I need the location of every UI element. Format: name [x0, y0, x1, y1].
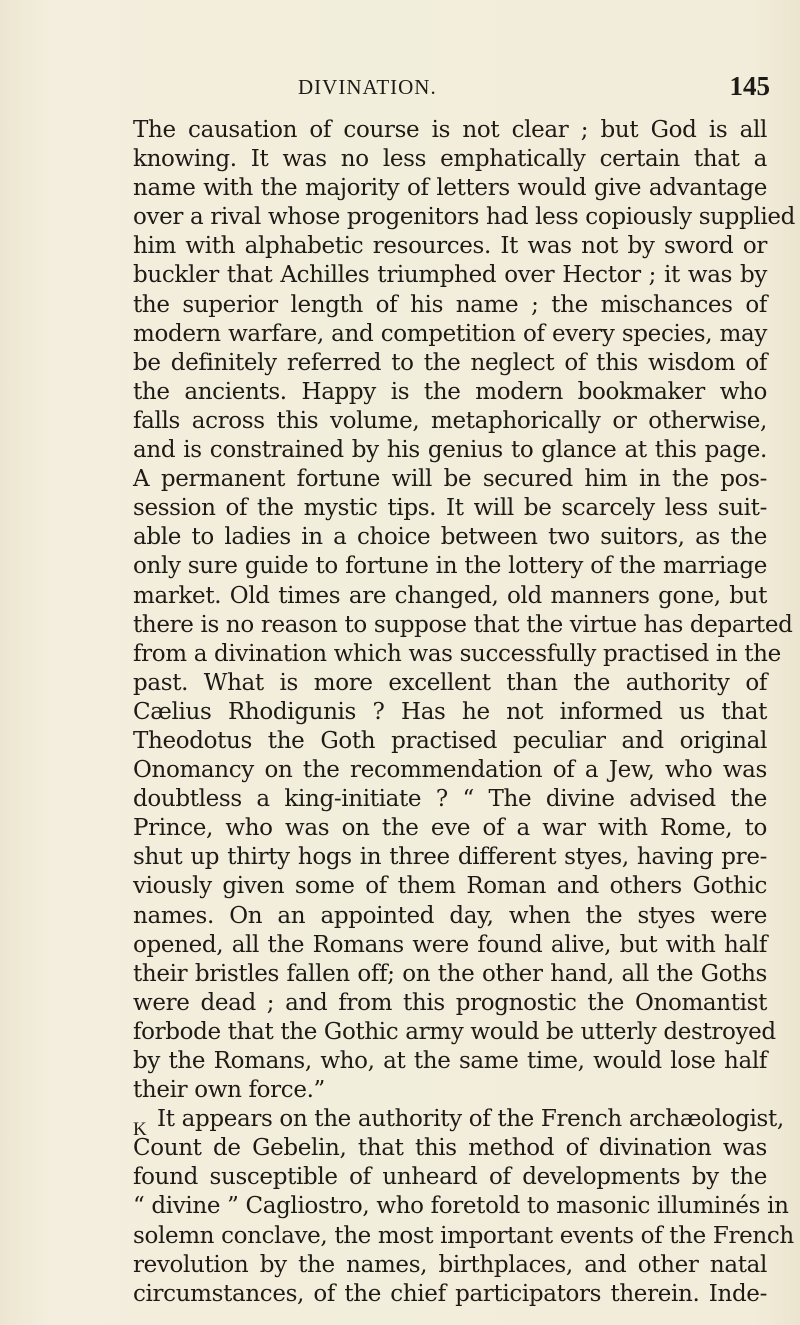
text-line: Count de Gebelin, that this method of divination was: [133, 1135, 767, 1162]
text-line: him with alphabetic resources. It was not by sword or: [133, 233, 767, 260]
text-line: and is constrained by his genius to glance at this page.: [133, 437, 767, 464]
text-line: shut up thirty hogs in three different styes, having pre-: [133, 844, 767, 871]
text-line: Onomancy on the recommendation of a Jew, who was: [133, 757, 767, 784]
text-line: A permanent fortune will be secured him in the pos-: [133, 466, 767, 493]
text-line: buckler that Achilles triumphed over Hector ; it was by: [133, 262, 767, 289]
running-title: DIVINATION.: [298, 75, 437, 99]
text-line: were dead ; and from this prognostic the Onomantist: [133, 989, 767, 1016]
running-head: [140, 71, 770, 101]
text-line: Theodotus the Goth practised peculiar and original: [133, 727, 767, 754]
text-line: found susceptible of unheard of developments by the: [133, 1164, 767, 1191]
text-line: modern warfare, and competition of every species, may: [133, 320, 767, 347]
text-line: The causation of course is not clear ; but God is all: [133, 117, 767, 143]
text-line: able to ladies in a choice between two suitors, as the: [133, 524, 767, 551]
text-line: doubtless a king-initiate ? “ The divine advised the: [133, 786, 767, 813]
text-line: session of the mystic tips. It will be scarcely less suit-: [133, 495, 767, 522]
text-line: from a divination which was successfully practised in the: [133, 640, 781, 667]
text-line: their own force.”: [133, 1077, 325, 1104]
body-text: [133, 116, 796, 1309]
signature-mark: K: [133, 1119, 147, 1140]
text-line: knowing. It was no less emphatically certain that a: [133, 146, 767, 173]
text-line: names. On an appointed day, when the styes were: [133, 902, 767, 929]
text-line: viously given some of them Roman and others Gothic: [133, 873, 767, 900]
text-line: over a rival whose progenitors had less copiously supplied: [133, 204, 796, 231]
text-line: solemn conclave, the most important events of the French: [133, 1222, 794, 1249]
text-line: Cælius Rhodigunis ? Has he not informed us that: [133, 698, 767, 725]
text-line: circumstances, of the chief participators therein. Inde-: [133, 1280, 767, 1307]
text-line: “ divine ” Cagliostro, who foretold to masonic illuminés in: [133, 1193, 789, 1220]
text-line: revolution by the names, birthplaces, and other natal: [133, 1251, 767, 1278]
text-line: be definitely referred to the neglect of this wisdom of: [133, 349, 767, 376]
text-line: forbode that the Gothic army would be utterly destroyed: [133, 1018, 776, 1045]
text-line: by the Romans, who, at the same time, would lose half: [133, 1048, 767, 1074]
text-line: there is no reason to suppose that the virtue has departed: [133, 611, 793, 638]
text-line: It appears on the authority of the French archæologist,: [157, 1106, 784, 1133]
text-line: falls across this volume, metaphorically or otherwise,: [133, 407, 767, 434]
text-line: past. What is more excellent than the authority of: [133, 669, 767, 696]
text-line: name with the majority of letters would give advantage: [133, 175, 767, 202]
text-line: Prince, who was on the eve of a war with Rome, to: [133, 815, 767, 842]
text-line: the ancients. Happy is the modern bookmaker who: [133, 378, 767, 405]
text-line: only sure guide to fortune in the lottery of the marriage: [133, 553, 767, 580]
text-line: opened, all the Romans were found alive, but with half: [133, 931, 767, 958]
text-line: their bristles fallen off; on the other hand, all the Goths: [133, 960, 767, 987]
text-line: the superior length of his name ; the mischances of: [133, 291, 767, 318]
text-line: market. Old times are changed, old manners gone, but: [133, 582, 767, 609]
page-number: 145: [729, 71, 770, 101]
